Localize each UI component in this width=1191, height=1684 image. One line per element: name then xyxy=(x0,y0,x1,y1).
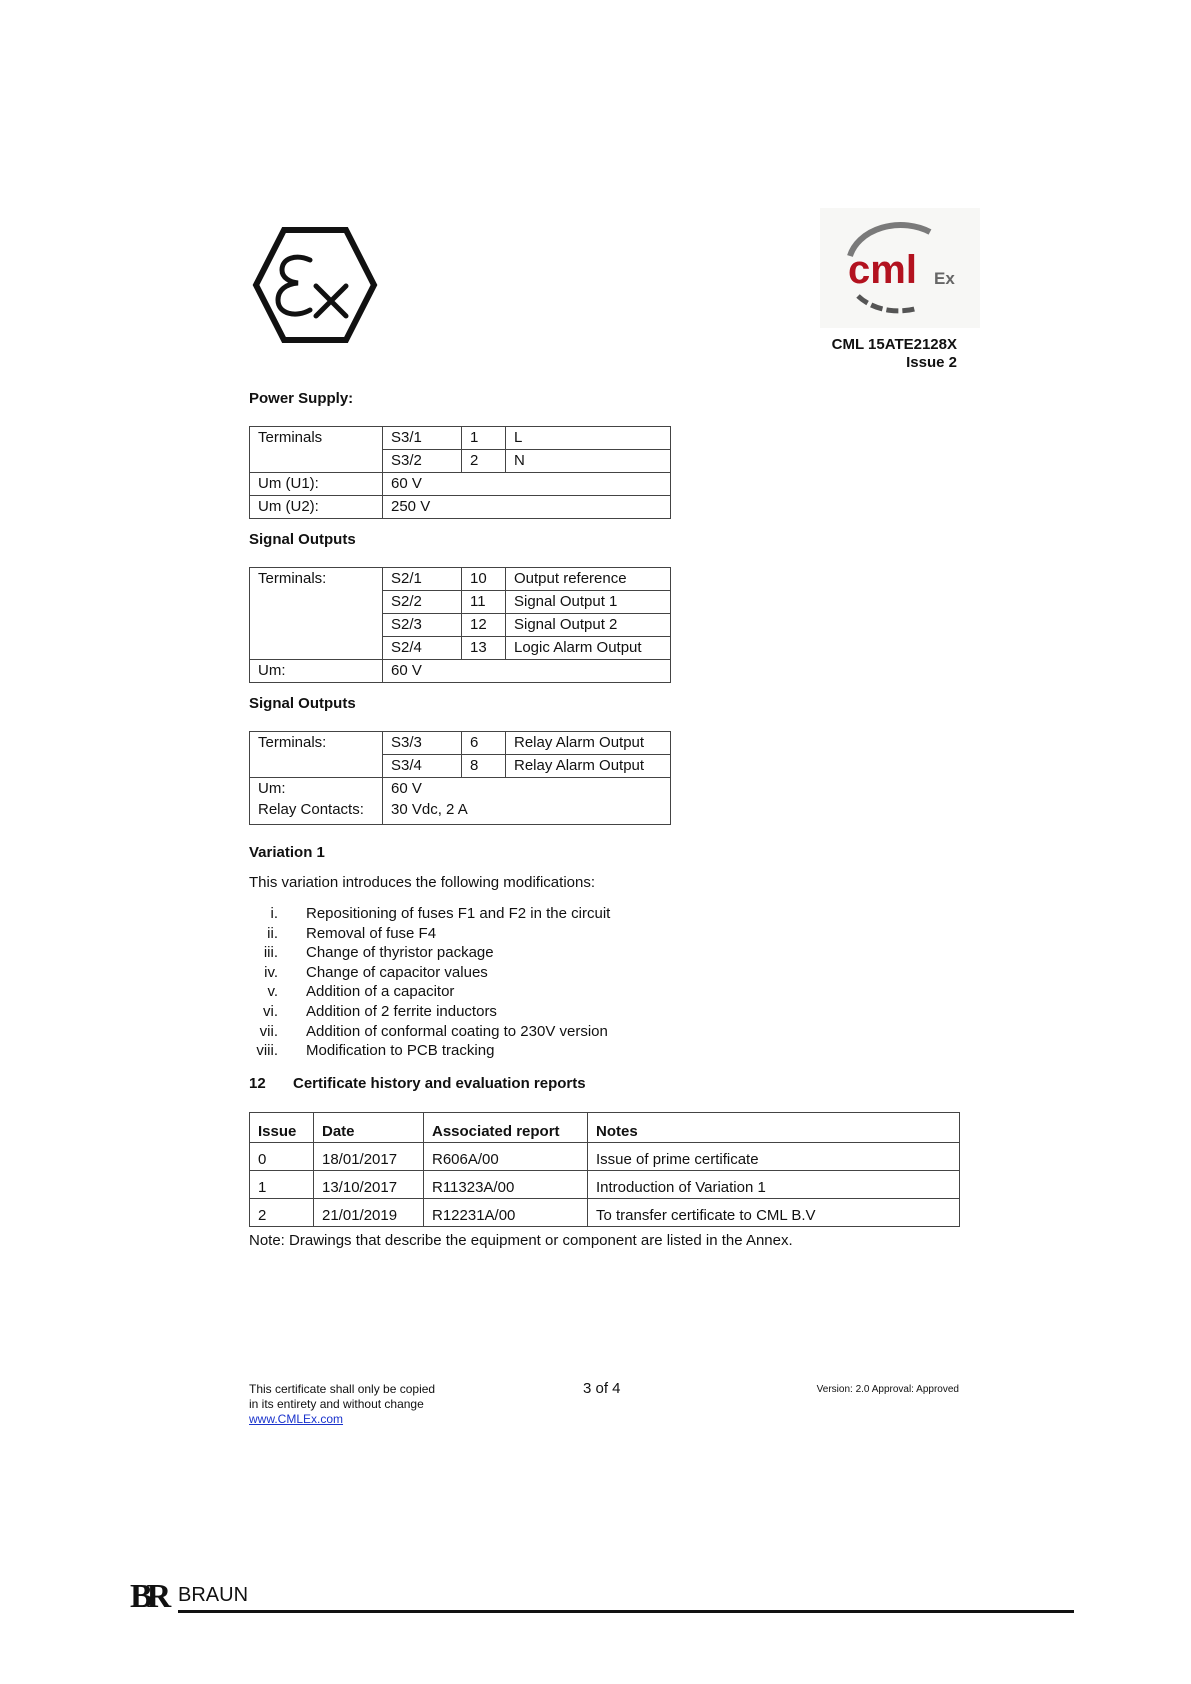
terminal-id: S3/3 xyxy=(383,732,462,755)
ex-logo xyxy=(252,226,378,344)
terminal-number: 6 xyxy=(462,732,506,755)
um-relay-labels xyxy=(250,778,383,825)
list-item xyxy=(250,1041,610,1061)
signal-outputs-heading: Signal Outputs xyxy=(249,531,356,548)
relay-outputs-table xyxy=(249,731,671,825)
footer-line-2: in its entirety and without change xyxy=(249,1397,424,1411)
annex-note: Note: Drawings that describe the equipment or component are listed in the Annex. xyxy=(249,1232,793,1249)
um-label: Um: xyxy=(258,780,286,797)
um2-label: Um (U2): xyxy=(250,496,383,519)
terminal-function: Relay Alarm Output xyxy=(506,732,671,755)
notes-cell: Introduction of Variation 1 xyxy=(588,1171,960,1199)
column-header-issue: Issue xyxy=(250,1113,314,1143)
um-value: 60 V xyxy=(391,780,422,797)
table-row xyxy=(250,778,671,825)
item-number: iv. xyxy=(264,963,278,981)
table-header-row xyxy=(250,1113,960,1143)
date-cell: 21/01/2019 xyxy=(314,1199,424,1227)
item-number: vii. xyxy=(259,1022,278,1040)
table-row xyxy=(250,1199,960,1227)
item-text: Addition of 2 ferrite inductors xyxy=(306,1002,497,1020)
item-number: iii. xyxy=(263,944,278,962)
date-cell: 18/01/2017 xyxy=(314,1143,424,1171)
terminal-id: S3/4 xyxy=(383,755,462,778)
page-number: 3 of 4 xyxy=(583,1380,621,1397)
table-row xyxy=(250,1171,960,1199)
list-item xyxy=(250,1002,610,1022)
braun-mark: BR xyxy=(130,1578,166,1615)
terminal-function: Relay Alarm Output xyxy=(506,755,671,778)
terminal-function: N xyxy=(506,450,671,473)
braun-name: BRAUN xyxy=(178,1584,249,1606)
issue-cell: 1 xyxy=(250,1171,314,1199)
table-row xyxy=(250,732,671,755)
report-cell: R606A/00 xyxy=(424,1143,588,1171)
item-number: ii. xyxy=(267,924,278,942)
terminal-number: 12 xyxy=(462,614,506,637)
certificate-issue: Issue 2 xyxy=(906,354,957,371)
table-row xyxy=(250,660,671,683)
table-row xyxy=(250,427,671,450)
list-item xyxy=(250,1022,610,1042)
item-text: Change of capacitor values xyxy=(306,963,488,981)
terminal-number: 11 xyxy=(462,591,506,614)
terminal-function: Output reference xyxy=(506,568,671,591)
notes-cell: Issue of prime certificate xyxy=(588,1143,960,1171)
history-section-number: 12 xyxy=(249,1075,266,1092)
report-cell: R12231A/00 xyxy=(424,1199,588,1227)
braun-logo xyxy=(130,1578,250,1614)
terminal-number: 2 xyxy=(462,450,506,473)
relay-contacts-value: 30 Vdc, 2 A xyxy=(391,801,468,818)
variation-list xyxy=(250,904,610,1061)
column-header-date: Date xyxy=(314,1113,424,1143)
terminal-number: 10 xyxy=(462,568,506,591)
terminal-id: S3/1 xyxy=(383,427,462,450)
variation-heading: Variation 1 xyxy=(249,844,325,861)
item-number: viii. xyxy=(256,1042,278,1060)
item-text: Addition of a capacitor xyxy=(306,983,455,1001)
footer-rule xyxy=(178,1610,1074,1613)
list-item xyxy=(250,924,610,944)
column-header-notes: Notes xyxy=(588,1113,960,1143)
terminal-function: Logic Alarm Output xyxy=(506,637,671,660)
terminals-label: Terminals: xyxy=(250,568,383,660)
terminals-label: Terminals xyxy=(250,427,383,473)
item-text: Change of thyristor package xyxy=(306,944,494,962)
um1-label: Um (U1): xyxy=(250,473,383,496)
column-header-report: Associated report xyxy=(424,1113,588,1143)
terminal-id: S2/4 xyxy=(383,637,462,660)
um-value: 60 V xyxy=(383,660,671,683)
report-cell: R11323A/00 xyxy=(424,1171,588,1199)
cml-ex-logo xyxy=(820,208,980,328)
terminal-id: S2/2 xyxy=(383,591,462,614)
item-text: Addition of conformal coating to 230V version xyxy=(306,1022,608,1040)
item-number: i. xyxy=(270,905,278,922)
date-cell: 13/10/2017 xyxy=(314,1171,424,1199)
item-text: Modification to PCB tracking xyxy=(306,1042,495,1060)
terminal-function: Signal Output 1 xyxy=(506,591,671,614)
footer-copy-notice xyxy=(249,1382,435,1427)
certificate-id xyxy=(832,336,957,372)
signal-outputs-table xyxy=(249,567,671,683)
power-supply-table xyxy=(249,426,671,519)
table-row xyxy=(250,496,671,519)
version-info: Version: 2.0 Approval: Approved xyxy=(816,1384,959,1395)
relay-contacts-label: Relay Contacts: xyxy=(258,801,364,818)
um-relay-values xyxy=(383,778,671,825)
table-row xyxy=(250,568,671,591)
cml-logo-text: cml xyxy=(848,248,917,292)
terminal-id: S3/2 xyxy=(383,450,462,473)
terminal-function: Signal Output 2 xyxy=(506,614,671,637)
cmlex-link[interactable]: www.CMLEx.com xyxy=(249,1412,344,1426)
item-text: Repositioning of fuses F1 and F2 in the circuit xyxy=(306,905,611,922)
signal-outputs-heading-2: Signal Outputs xyxy=(249,695,356,712)
footer-line-1: This certificate shall only be copied xyxy=(249,1382,436,1396)
table-row xyxy=(250,473,671,496)
terminals-label: Terminals: xyxy=(250,732,383,778)
terminal-id: S2/1 xyxy=(383,568,462,591)
terminal-number: 1 xyxy=(462,427,506,450)
power-supply-heading: Power Supply: xyxy=(249,390,354,407)
list-item xyxy=(250,963,610,983)
um-label: Um: xyxy=(250,660,383,683)
list-item xyxy=(250,904,610,924)
cml-logo-suffix: Ex xyxy=(934,269,955,288)
list-item xyxy=(250,982,610,1002)
history-table xyxy=(249,1112,960,1227)
terminal-number: 13 xyxy=(462,637,506,660)
terminal-id: S2/3 xyxy=(383,614,462,637)
terminal-function: L xyxy=(506,427,671,450)
issue-cell: 0 xyxy=(250,1143,314,1171)
um1-value: 60 V xyxy=(383,473,671,496)
issue-cell: 2 xyxy=(250,1199,314,1227)
item-number: vi. xyxy=(263,1002,278,1020)
list-item xyxy=(250,943,610,963)
certificate-number: CML 15ATE2128X xyxy=(831,336,957,353)
item-number: v. xyxy=(267,983,278,1001)
terminal-number: 8 xyxy=(462,755,506,778)
history-section-title: Certificate history and evaluation reports xyxy=(293,1075,586,1092)
item-text: Removal of fuse F4 xyxy=(306,924,437,942)
um2-value: 250 V xyxy=(383,496,671,519)
notes-cell: To transfer certificate to CML B.V xyxy=(588,1199,960,1227)
table-row xyxy=(250,1143,960,1171)
variation-intro: This variation introduces the following modifications: xyxy=(249,874,596,891)
